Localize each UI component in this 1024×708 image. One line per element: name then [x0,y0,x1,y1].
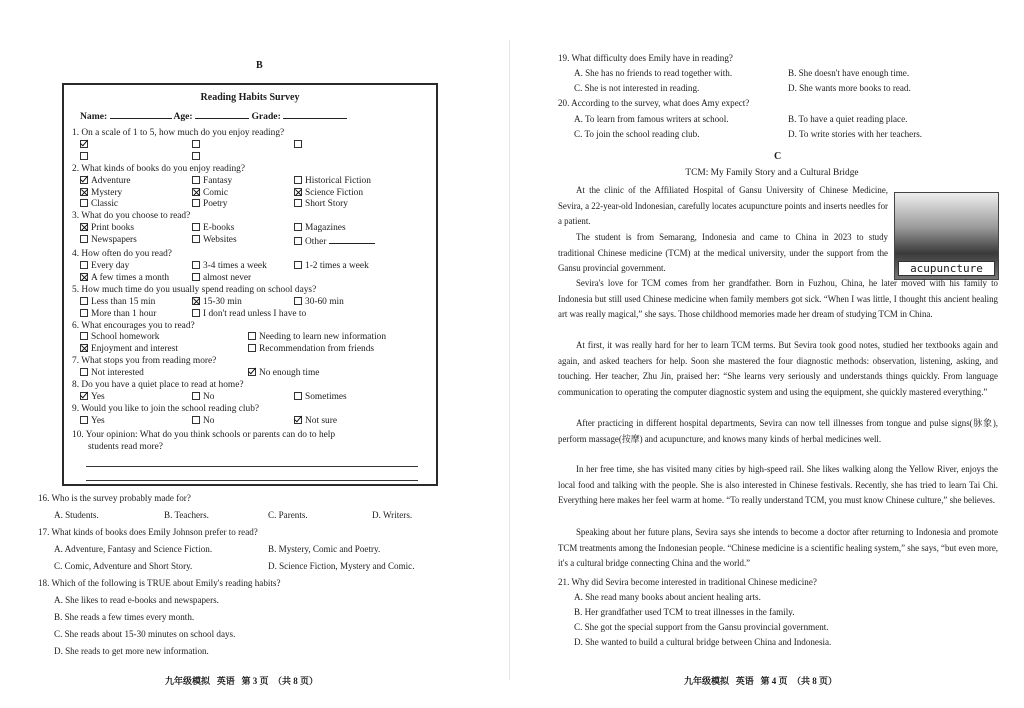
checkbox-checked-icon[interactable] [248,368,256,376]
checkbox-icon[interactable] [80,261,88,269]
checkbox-checked-icon[interactable] [80,392,88,400]
q6-option[interactable]: Needing to learn new information [248,332,438,344]
checkbox-icon[interactable] [192,261,200,269]
checkbox-icon[interactable] [294,237,302,245]
q21-option-c[interactable]: C. She got the special support from the Gansu provincial government. [574,622,829,632]
q16-option-d[interactable]: D. Writers. [372,510,413,520]
survey-info-row [80,109,428,122]
page-footer-3: 九年级模拟 英语 第 3 页 （共 8 页） [165,676,319,686]
q8-options [72,392,428,404]
checkbox-icon[interactable] [192,309,200,317]
q3-option[interactable]: Newspapers [80,235,192,249]
checkbox-checked-icon[interactable] [80,273,88,281]
checkbox-icon[interactable] [192,392,200,400]
q4-option[interactable]: 1-2 times a week [294,261,434,273]
q21-option-d[interactable]: D. She wanted to build a cultural bridge between China and Indonesia. [574,637,832,647]
q2-options [72,176,428,212]
q20-option-c[interactable]: C. To join the school reading club. [574,129,700,139]
checkbox-icon[interactable] [192,235,200,243]
question-16: 16. Who is the survey probably made for? [38,493,191,503]
checkbox-icon[interactable] [294,392,302,400]
q5-option[interactable]: Less than 15 min [80,297,192,309]
question-19: 19. What difficulty does Emily have in reading? [558,53,733,63]
checkbox-icon[interactable] [192,199,200,207]
q17-option-b[interactable]: B. Mystery, Comic and Poetry. [268,544,381,554]
survey-q5: 5. How much time do you usually spend reading on school days? [72,284,317,295]
checkbox-checked-icon[interactable] [294,416,302,424]
passage-paragraph-1: At the clinic of the Affiliated Hospital of Gansu University of Chinese Medicine, Sevira, a 22-year-old Indonesian, carefully locates acupuncture points and inserts needles for a patient. [558,185,888,226]
checkbox-icon[interactable] [192,416,200,424]
question-20: 20. According to the survey, what does Amy expect? [558,98,750,108]
grade-label: Grade: [251,111,281,122]
checkbox-icon[interactable] [192,223,200,231]
passage-paragraph-5: After practicing in different hospital departments, Sevira can now tell illnesses from tongue and pulse signs(脉象), perform massage(按摩) and acupuncture, and knows many kinds of herbal medicines well. [558,418,998,444]
q18-option-a[interactable]: A. She likes to read e-books and newspapers. [54,595,219,605]
q17-option-d[interactable]: D. Science Fiction, Mystery and Comic. [268,561,415,571]
age-field[interactable] [195,109,249,119]
right-page [512,0,1024,708]
passage-paragraph-7: Speaking about her future plans, Sevira says she intends to become a doctor after returning to Indonesia and promote TCM treatments among the Indonesian people. “Chinese medicine is a scientific healing system,” she says, “but even more, it's a cultural bridge connecting China and the world.” [558,527,998,568]
age-label: Age: [173,111,193,122]
q1-checkbox-2[interactable] [192,140,200,148]
q5-option[interactable]: 30-60 min [294,297,434,309]
q3-option[interactable]: Print books [80,223,192,235]
q18-option-c[interactable]: C. She reads about 15-30 minutes on school days. [54,629,236,639]
q3-option[interactable]: Websites [192,235,294,249]
survey-q10: 10. Your opinion: What do you think schools or parents can do to help [72,429,336,440]
q4-options [72,261,428,285]
q4-option[interactable]: Every day [80,261,192,273]
q19-option-c[interactable]: C. She is not interested in reading. [574,83,700,93]
acupuncture-caption: acupuncture [898,261,995,276]
checkbox-icon[interactable] [80,368,88,376]
q16-option-a[interactable]: A. Students. [54,510,99,520]
q2-option[interactable]: Adventure [80,176,192,188]
page-footer-4: 九年级模拟 英语 第 4 页 （共 8 页） [684,676,838,686]
question-17: 17. What kinds of books does Emily Johnson prefer to read? [38,527,258,537]
q19-option-a[interactable]: A. She has no friends to read together with. [574,68,733,78]
other-field[interactable] [329,235,375,244]
q17-option-a[interactable]: A. Adventure, Fantasy and Science Fiction. [54,544,213,554]
checkbox-icon[interactable] [80,297,88,305]
q18-option-b[interactable]: B. She reads a few times every month. [54,612,195,622]
section-b-label: B [256,60,263,71]
checkbox-icon[interactable] [294,261,302,269]
checkbox-checked-icon[interactable] [80,344,88,352]
checkbox-icon[interactable] [294,297,302,305]
q3-option[interactable]: E-books [192,223,294,235]
checkbox-icon[interactable] [294,223,302,231]
q7-options [72,368,428,380]
survey-title: Reading Habits Survey [200,92,300,103]
survey-q3: 3. What do you choose to read? [72,211,191,222]
q5-options [72,297,428,321]
q2-option[interactable]: Historical Fiction [294,176,434,188]
q2-option[interactable]: Classic [80,199,192,211]
checkbox-checked-icon[interactable] [80,188,88,196]
q21-option-a[interactable]: A. She read many books about ancient healing arts. [574,592,761,602]
passage-paragraph-4: At first, it was really hard for her to learn TCM terms. But Sevira took good notes, studied her textbooks again and again, and asked teachers for help. Soon she mastered the four diagnostic methods: observation, listening, asking, and touching. Her teacher, Zhu Jin, praised her: “She learns very seriously and understands things quickly. From language communication to operating the computer diagnostic system and using the equipment, she quickly mastered everything.” [558,340,998,397]
q2-option[interactable]: Mystery [80,188,192,200]
checkbox-icon[interactable] [294,176,302,184]
q8-option[interactable]: No [192,392,294,404]
q5-option[interactable]: I don't read unless I have to [192,309,434,321]
q1-checkbox-1[interactable] [80,140,88,148]
q8-option[interactable]: Yes [80,392,192,404]
q9-option[interactable]: No [192,416,294,428]
q20-option-d[interactable]: D. To write stories with her teachers. [788,129,923,139]
checkbox-checked-icon[interactable] [294,188,302,196]
checkbox-icon[interactable] [80,235,88,243]
q4-option[interactable]: 3-4 times a week [192,261,294,273]
acupuncture-photo [894,192,999,280]
q1-checkbox-3[interactable] [294,140,302,148]
q5-option[interactable]: More than 1 hour [80,309,192,321]
q7-option[interactable]: No enough time [248,368,438,380]
checkbox-icon[interactable] [80,199,88,207]
answer-line-1[interactable] [86,457,418,467]
q1-checkbox-5[interactable] [192,152,200,160]
checkbox-icon[interactable] [248,332,256,340]
q17-option-c[interactable]: C. Comic, Adventure and Short Story. [54,561,193,571]
checkbox-checked-icon[interactable] [192,188,200,196]
checkbox-icon[interactable] [192,176,200,184]
survey-q2: 2. What kinds of books do you enjoy reading? [72,163,245,174]
q20-option-a[interactable]: A. To learn from famous writers at school. [574,114,729,124]
passage-paragraph-6: In her free time, she has visited many cities by high-speed rail. She likes walking along the Yellow River, enjoys the local food and talking with the people. She is also interested in Chinese festivals. Recently, she has tried to learn Tai Chi. Everything here makes her feel warm at home. “To really understand TCM, you must know Chinese culture,” she believes. [558,464,998,505]
answer-line-2[interactable] [86,471,418,481]
q2-option[interactable]: Fantasy [192,176,294,188]
reading-habits-survey [62,83,438,486]
q6-options [72,332,428,356]
checkbox-icon[interactable] [294,199,302,207]
q16-option-c[interactable]: C. Parents. [268,510,308,520]
survey-q1: 1. On a scale of 1 to 5, how much do you enjoy reading? [72,128,285,138]
grade-field[interactable] [283,109,347,119]
page-divider [509,40,510,680]
q6-option[interactable]: Enjoyment and interest [80,344,248,356]
checkbox-icon[interactable] [80,416,88,424]
passage-paragraph-3: Sevira's love for TCM comes from her grandfather. Born in Fuzhou, China, he later moved with his family to Indonesia but still used Chinese medicine when family members got sick. “When I was little, I thought this ancient healing art was really magical,” she says. Those childhood memories made her dream of studying TCM in China. [558,278,998,319]
q4-option[interactable]: almost never [192,273,294,285]
survey-q6: 6. What encourages you to read? [72,320,195,331]
q2-option[interactable]: Science Fiction [294,188,434,200]
checkbox-icon[interactable] [80,332,88,340]
q2-option[interactable]: Comic [192,188,294,200]
q2-option[interactable]: Poetry [192,199,294,211]
q2-option[interactable]: Short Story [294,199,434,211]
q20-option-b[interactable]: B. To have a quiet reading place. [788,114,908,124]
checkbox-checked-icon[interactable] [192,297,200,305]
q5-option[interactable]: 15-30 min [192,297,294,309]
q6-option[interactable]: Recommendation from friends [248,344,438,356]
q1-options [72,140,428,164]
survey-q9: 9. Would you like to join the school reading club? [72,403,260,414]
survey-q4: 4. How often do you read? [72,249,172,260]
q6-option[interactable]: School homework [80,332,248,344]
q9-option[interactable]: Not sure [294,416,434,428]
q9-option[interactable]: Yes [80,416,192,428]
q1-checkbox-4[interactable] [80,152,88,160]
checkbox-icon[interactable] [192,273,200,281]
section-c-label: C [774,151,782,162]
q7-option[interactable]: Not interested [80,368,248,380]
passage-title: TCM: My Family Story and a Cultural Bridge [685,168,859,178]
checkbox-icon[interactable] [80,309,88,317]
survey-q8: 8. Do you have a quiet place to read at home? [72,380,244,391]
q19-option-d[interactable]: D. She wants more books to read. [788,83,911,93]
checkbox-icon[interactable] [248,344,256,352]
q9-options [72,416,428,428]
q3-option[interactable]: Magazines [294,223,434,235]
question-21: 21. Why did Sevira become interested in traditional Chinese medicine? [558,577,817,587]
question-18: 18. Which of the following is TRUE about Emily's reading habits? [38,578,281,588]
name-field[interactable] [110,109,172,119]
q8-option[interactable]: Sometimes [294,392,434,404]
q16-option-b[interactable]: B. Teachers. [164,510,209,520]
q21-option-b[interactable]: B. Her grandfather used TCM to treat illnesses in the family. [574,607,795,617]
survey-q10-cont: students read more? [88,441,163,452]
survey-q7: 7. What stops you from reading more? [72,356,217,367]
q19-option-b[interactable]: B. She doesn't have enough time. [788,68,910,78]
passage-paragraph-2: The student is from Semarang, Indonesia and came to China in 2023 to study traditional Chinese medicine (TCM) at the medical university, under the support from the Gansu provincial government. [558,232,888,273]
q4-option[interactable]: A few times a month [80,273,192,285]
q3-options [72,223,428,249]
q18-option-d[interactable]: D. She reads to get more new information. [54,646,209,656]
checkbox-checked-icon[interactable] [80,176,88,184]
name-label: Name: [80,111,108,122]
q3-option[interactable]: Other [294,235,434,249]
checkbox-checked-icon[interactable] [80,223,88,231]
